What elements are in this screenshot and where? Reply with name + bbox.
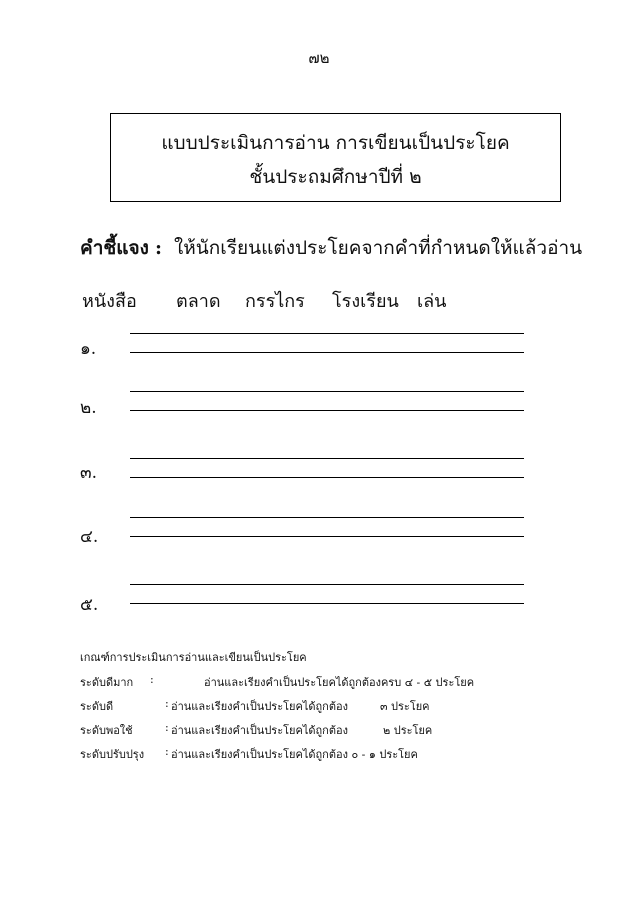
- answer-number: ๕.: [80, 595, 99, 615]
- title-box: [110, 113, 561, 202]
- given-word: ตลาด: [176, 291, 221, 312]
- given-word: โรงเรียน: [332, 291, 399, 312]
- instruction-colon: :: [154, 237, 162, 259]
- answer-number: ๔.: [80, 527, 99, 547]
- criteria-level: ระดับดี: [80, 700, 114, 713]
- instruction-text: ให้นักเรียนแต่งประโยคจากคำที่กำหนดให้แล้วอ่าน: [174, 237, 583, 259]
- criteria-description: อ่านและเรียงคำเป็นประโยคได้ถูกต้องครบ ๔ - ๕ ประโยค: [204, 676, 475, 689]
- criteria-description: อ่านและเรียงคำเป็นประโยคได้ถูกต้อง ๐ - ๑ ประโยค: [171, 748, 418, 761]
- given-word: หนังสือ: [82, 291, 137, 312]
- answer-line[interactable]: [130, 458, 524, 459]
- criteria-separator: :: [150, 673, 154, 686]
- page-number: ๗๒: [308, 49, 330, 67]
- criteria-count: ๒ ประโยค: [383, 724, 433, 737]
- answer-number: ๒.: [80, 398, 97, 418]
- answer-number: ๓.: [80, 463, 98, 483]
- instruction: [80, 233, 582, 263]
- answer-line[interactable]: [130, 352, 524, 353]
- criteria-level: ระดับพอใช้: [80, 724, 133, 737]
- criteria-description: อ่านและเรียงคำเป็นประโยคได้ถูกต้อง: [171, 700, 348, 713]
- answer-line[interactable]: [130, 477, 524, 478]
- form-title: แบบประเมินการอ่าน การเขียนเป็นประโยค: [161, 132, 510, 154]
- grade-level: ชั้นประถมศึกษาปีที่ ๒: [249, 166, 422, 188]
- criteria-separator: :: [165, 745, 169, 758]
- instruction-label: คำชี้แจง: [80, 237, 149, 259]
- criteria-separator: :: [165, 721, 169, 734]
- criteria-level: ระดับปรับปรุง: [80, 748, 145, 761]
- criteria-level: ระดับดีมาก: [80, 676, 134, 689]
- answer-line[interactable]: [130, 333, 524, 334]
- answer-line[interactable]: [130, 517, 524, 518]
- answer-line[interactable]: [130, 536, 524, 537]
- criteria-description: อ่านและเรียงคำเป็นประโยคได้ถูกต้อง: [171, 724, 348, 737]
- answer-line[interactable]: [130, 584, 524, 585]
- answer-number: ๑.: [80, 339, 97, 359]
- answer-line[interactable]: [130, 391, 524, 392]
- answer-line[interactable]: [130, 410, 524, 411]
- criteria-count: ๓ ประโยค: [380, 700, 430, 713]
- criteria-separator: :: [165, 697, 169, 710]
- given-word: กรรไกร: [245, 291, 305, 312]
- criteria-heading: เกณฑ์การประเมินการอ่านและเขียนเป็นประโยค: [80, 651, 307, 664]
- given-word: เล่น: [417, 291, 447, 312]
- answer-line[interactable]: [130, 603, 524, 604]
